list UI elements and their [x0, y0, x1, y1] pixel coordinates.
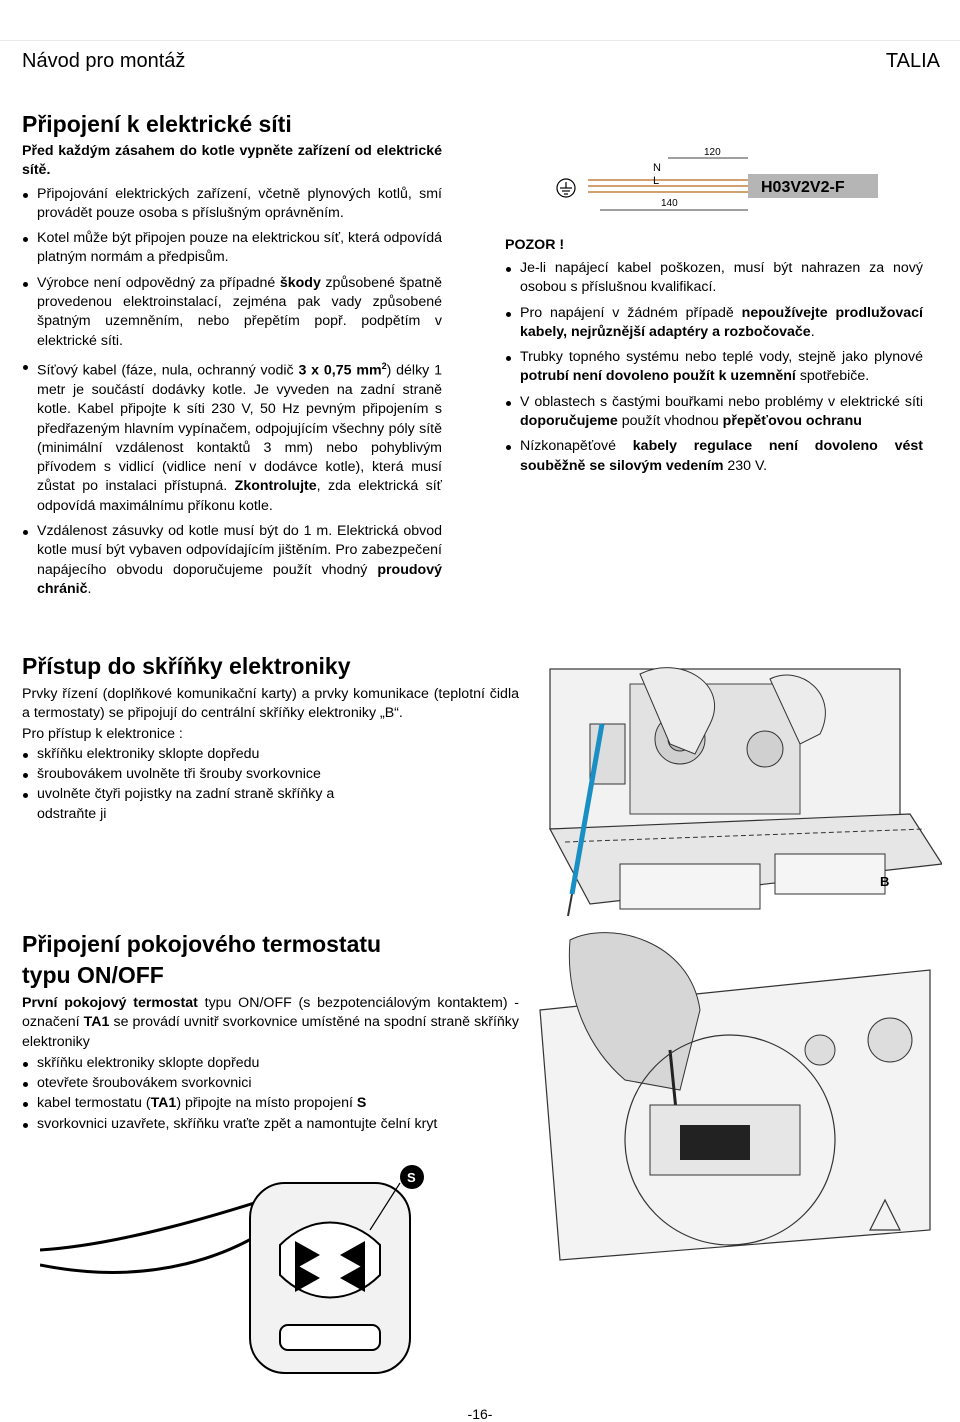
warning-block [505, 236, 923, 482]
list-item: uvolněte čtyři pojistky na zadní straně skříňky a odstraňte ji [22, 785, 377, 824]
terminal-connector-illustration [40, 1155, 440, 1395]
wire-n-label: N [653, 162, 661, 174]
paragraph: Pro přístup k elektronice : [22, 725, 183, 742]
section-room-thermostat [22, 930, 519, 1135]
warning-title: POZOR ! [505, 237, 565, 253]
page-number: -16- [467, 1406, 493, 1422]
list-item: V oblastech s častými bouřkami nebo problémy v elektrické síti doporučujeme použít vhodnou přepěťovou ochranu [505, 393, 923, 432]
section-title-line2: typu ON/OFF [22, 962, 164, 988]
section-title: Přístup do skříňky elektroniky [22, 653, 351, 679]
page-header [22, 50, 940, 78]
list-item: Výrobce není odpovědný za případné škody způsobené špatně provedenou elektroinstalací, zejména pak vady způsobené špatným uzemněním, nebo přepětím popř. podpětím v elektrické síti. [22, 274, 442, 351]
ground-symbol-icon [557, 179, 575, 197]
paragraph: První pokojový termostat typu ON/OFF (s bezpotenciálovým kontaktem) - označení TA1 se provádí uvnitř svorkovnice umístěné na spodní straně skříňky elektroniky [22, 995, 519, 1050]
list-item: Pro napájení v žádném případě nepoužívejte prodlužovací kabely, nejrůznější adaptéry a rozbočovače. [505, 304, 923, 343]
cable-type-label: H03V2V2-F [761, 179, 845, 196]
list-item: Připojování elektrických zařízení, včetně plynových kotlů, smí provádět pouze osoba s příslušným oprávněním. [22, 185, 442, 224]
manual-title: Návod pro montáž [22, 50, 186, 72]
list-item: šroubovákem uvolněte tři šrouby svorkovnice [22, 765, 519, 784]
wire-l-label: L [653, 175, 660, 187]
box-b-label: B [880, 874, 890, 889]
thermostat-wiring-illustration [530, 930, 942, 1310]
list-item: skříňku elektroniky sklopte dopředu [22, 1054, 519, 1073]
list-item: Vzdálenost zásuvky od kotle musí být do 1 m. Elektrická obvod kotle musí být vybaven odpovídajícím jištěním. Pro zabezpečení napájecího obvodu doporučujeme použít vhodný proudový chránič. [22, 522, 442, 599]
requirements-list [22, 185, 442, 600]
section-title: Připojení k elektrické síti [22, 111, 292, 137]
label-s: S [407, 1170, 416, 1185]
list-item: otevřete šroubovákem svorkovnici [22, 1074, 519, 1093]
list-item: Je-li napájecí kabel poškozen, musí být nahrazen za nový osobou s příslušnou kvalifikací. [505, 259, 923, 298]
list-item: Trubky topného systému nebo teplé vody, stejně jako plynové potrubí není dovoleno použít k uzemnění spotřebiče. [505, 348, 923, 387]
top-rule [0, 40, 960, 41]
list-item: Nízkonapěťové kabely regulace není dovoleno vést souběžně se silovým vedením 230 V. [505, 437, 923, 476]
list-item: Síťový kabel (fáze, nula, ochranný vodič 3 x 0,75 $mm^2$) délky 1 metr je součástí dodávky kotle. Je vyveden na zadní straně kotle. Kabel připojte k síti 230 V, 50 Hz pevným připojením s předřazeným hlavním vypínačem, odpojujícím všechny póly sítě (minimální vzdálenost kontaktů 3 mm) nebo pohyblivým přívodem s vidlicí (vidlice není v dodávce kotle), která musí zůstat po instalaci přístupná. Zkontrolujte, zda elektrická síť odpovídá maximálnímu příkonu kotle. [22, 357, 442, 516]
product-name: TALIA [885, 50, 940, 72]
cable-strip-diagram [548, 140, 878, 220]
dimension-140: 140 [661, 198, 678, 209]
steps-list [22, 745, 519, 824]
boiler-electronics-illustration [530, 664, 942, 924]
list-item: svorkovnici uzavřete, skříňku vraťte zpět a namontujte čelní kryt [22, 1115, 519, 1134]
dimension-120: 120 [704, 147, 721, 158]
steps-list [22, 1054, 519, 1134]
intro-warning: Před každým zásahem do kotle vypněte zařízení od elektrické sítě. [22, 143, 442, 179]
list-item: skříňku elektroniky sklopte dopředu [22, 745, 519, 764]
list-item: Kotel může být připojen pouze na elektrickou síť, která odpovídá platným normám a předpisům. [22, 229, 442, 268]
list-item: kabel termostatu (TA1) připojte na místo propojení S [22, 1094, 519, 1113]
section-title-line1: Připojení pokojového termostatu [22, 931, 382, 957]
section-electronics-box [22, 652, 519, 825]
warning-list [505, 259, 923, 476]
paragraph: Prvky řízení (doplňkové komunikační karty) a prvky komunikace (teplotní čidla a termostaty) se připojují do centrální skříňky elektroniky „B“. [22, 686, 519, 722]
section-electrical-connection [22, 110, 442, 605]
